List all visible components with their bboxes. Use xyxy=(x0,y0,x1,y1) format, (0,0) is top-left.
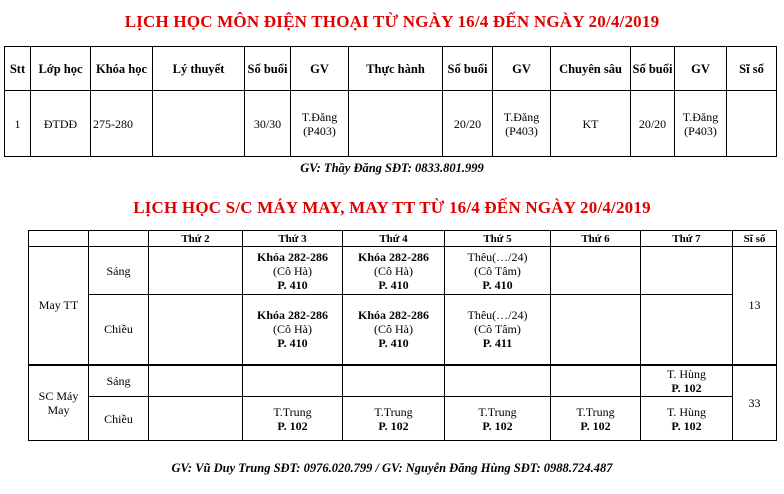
room-number: P. 410 xyxy=(277,277,308,292)
cell-may-tt-chieu-thu3 xyxy=(243,295,343,365)
col-header-chuyen-sau: Chuyên sâu xyxy=(551,47,631,91)
si-so-sc-may-may: 33 xyxy=(733,365,777,441)
cell-may-tt-sang-thu4 xyxy=(343,247,445,295)
cell-sc-sang-thu3 xyxy=(243,365,343,397)
room-number: P. 102 xyxy=(482,418,513,433)
course-name: Thêu(…/24) xyxy=(467,308,528,323)
course-name: Khóa 282-286 xyxy=(256,249,328,264)
day-header-thu6: Thứ 6 xyxy=(551,231,641,247)
cell-may-tt-sang-thu5 xyxy=(445,247,551,295)
cell-sc-sang-thu4 xyxy=(343,365,445,397)
room-number: P. 102 xyxy=(378,418,409,433)
cell-sc-chieu-thu6 xyxy=(551,397,641,441)
session-col-header xyxy=(89,231,149,247)
cell-may-tt-sang-thu3 xyxy=(243,247,343,295)
schedule-title-phone: LỊCH HỌC MÔN ĐIỆN THOẠI TỪ NGÀY 16/4 ĐẾN NGÀY 20/4/2019 xyxy=(124,12,660,31)
cell-may-tt-chieu-thu6 xyxy=(551,295,641,365)
day-header-thu2: Thứ 2 xyxy=(149,231,243,247)
teacher-name: T.Trung xyxy=(374,404,413,419)
room-number: P. 410 xyxy=(277,336,308,351)
col-header-thuc-hanh: Thực hành xyxy=(349,47,443,91)
cell-gv-lt: T.Đăng (P403) xyxy=(291,91,349,157)
course-name: Thêu(…/24) xyxy=(467,249,528,264)
col-header-ly-thuyet: Lý thuyết xyxy=(153,47,245,91)
cell-may-tt-sang-thu7 xyxy=(641,247,733,295)
col-header-gv: GV xyxy=(675,47,727,91)
course-name: Khóa 282-286 xyxy=(357,308,429,323)
day-header-thu5: Thứ 5 xyxy=(445,231,551,247)
room-number: P. 102 xyxy=(580,418,611,433)
col-header-gv: GV xyxy=(493,47,551,91)
cell-may-tt-chieu-thu7 xyxy=(641,295,733,365)
col-header-gv: GV xyxy=(291,47,349,91)
sewing-schedule-table xyxy=(28,230,777,441)
session-label-sang: Sáng xyxy=(89,365,149,397)
col-header-so-buoi: Số buổi xyxy=(631,47,675,91)
room-number: P. 410 xyxy=(378,277,409,292)
col-header-so-buoi: Số buổi xyxy=(245,47,291,91)
course-name: Khóa 282-286 xyxy=(256,308,328,323)
teacher-name: (Cô Tâm) xyxy=(474,263,521,278)
col-header-so-buoi: Số buổi xyxy=(443,47,493,91)
cell-stt: 1 xyxy=(5,91,31,157)
teacher-name: (Cô Hà) xyxy=(374,322,413,337)
cell-sc-chieu-thu2 xyxy=(149,397,243,441)
schedule-title-sewing: LỊCH HỌC S/C MÁY MAY, MAY TT TỪ 16/4 ĐẾN NGÀY 20/4/2019 xyxy=(133,198,651,217)
teacher-name: (Cô Tâm) xyxy=(474,322,521,337)
teacher-name: T. Hùng xyxy=(666,366,707,381)
class-label-may-tt: May TT xyxy=(29,247,89,365)
footer-phone-teacher: GV: Thầy Đăng SĐT: 0833.801.999 xyxy=(300,161,484,175)
cell-sc-sang-thu6 xyxy=(551,365,641,397)
cell-thuc-hanh xyxy=(349,91,443,157)
teacher-name: T. Hùng xyxy=(666,404,707,419)
cell-sc-chieu-thu4 xyxy=(343,397,445,441)
session-label-chieu: Chiều xyxy=(89,397,149,441)
teacher-name: (Cô Hà) xyxy=(273,322,312,337)
day-header-si-so: Sĩ số xyxy=(733,231,777,247)
cell-may-tt-sang-thu6 xyxy=(551,247,641,295)
cell-si-so xyxy=(727,91,777,157)
teacher-name: (Cô Hà) xyxy=(374,263,413,278)
teacher-name: T.Trung xyxy=(478,404,517,419)
session-label-sang: Sáng xyxy=(89,247,149,295)
room-number: P. 410 xyxy=(482,277,513,292)
phone-schedule-table xyxy=(4,46,777,157)
cell-chuyen-sau: KT xyxy=(551,91,631,157)
room-number: P. 102 xyxy=(277,418,308,433)
cell-sc-chieu-thu7 xyxy=(641,397,733,441)
teacher-name: T.Trung xyxy=(273,404,312,419)
teacher-name: (Cô Hà) xyxy=(273,263,312,278)
cell-khoa-hoc: 275-280 xyxy=(91,91,153,157)
cell-so-buoi-lt: 30/30 xyxy=(245,91,291,157)
corner-cell xyxy=(29,231,89,247)
cell-may-tt-sang-thu2 xyxy=(149,247,243,295)
cell-sc-sang-thu5 xyxy=(445,365,551,397)
col-header-stt: Stt xyxy=(5,47,31,91)
cell-so-buoi-th: 20/20 xyxy=(443,91,493,157)
col-header-lop-hoc: Lớp học xyxy=(31,47,91,91)
cell-gv-cs: T.Đăng (P403) xyxy=(675,91,727,157)
cell-may-tt-chieu-thu2 xyxy=(149,295,243,365)
cell-so-buoi-cs: 20/20 xyxy=(631,91,675,157)
room-number: P. 411 xyxy=(482,336,513,351)
cell-sc-chieu-thu5 xyxy=(445,397,551,441)
class-label-sc-may-may: SC Máy May xyxy=(29,365,89,441)
col-header-si-so: Sĩ số xyxy=(727,47,777,91)
session-label-chieu: Chiều xyxy=(89,295,149,365)
room-number: P. 102 xyxy=(671,380,702,395)
col-header-khoa-hoc: Khóa học xyxy=(91,47,153,91)
cell-ly-thuyet xyxy=(153,91,245,157)
cell-sc-chieu-thu3 xyxy=(243,397,343,441)
cell-gv-th: T.Đăng (P403) xyxy=(493,91,551,157)
cell-sc-sang-thu2 xyxy=(149,365,243,397)
teacher-name: T.Trung xyxy=(576,404,615,419)
cell-may-tt-chieu-thu5 xyxy=(445,295,551,365)
day-header-thu4: Thứ 4 xyxy=(343,231,445,247)
day-header-thu7: Thứ 7 xyxy=(641,231,733,247)
room-number: P. 410 xyxy=(378,336,409,351)
si-so-may-tt: 13 xyxy=(733,247,777,365)
room-number: P. 102 xyxy=(671,418,702,433)
footer-sewing-teachers: GV: Vũ Duy Trung SĐT: 0976.020.799 / GV: Nguyễn Đăng Hùng SĐT: 0988.724.487 xyxy=(171,461,613,475)
cell-may-tt-chieu-thu4 xyxy=(343,295,445,365)
course-name: Khóa 282-286 xyxy=(357,249,429,264)
day-header-thu3: Thứ 3 xyxy=(243,231,343,247)
cell-lop-hoc: ĐTDĐ xyxy=(31,91,91,157)
cell-sc-sang-thu7 xyxy=(641,365,733,397)
